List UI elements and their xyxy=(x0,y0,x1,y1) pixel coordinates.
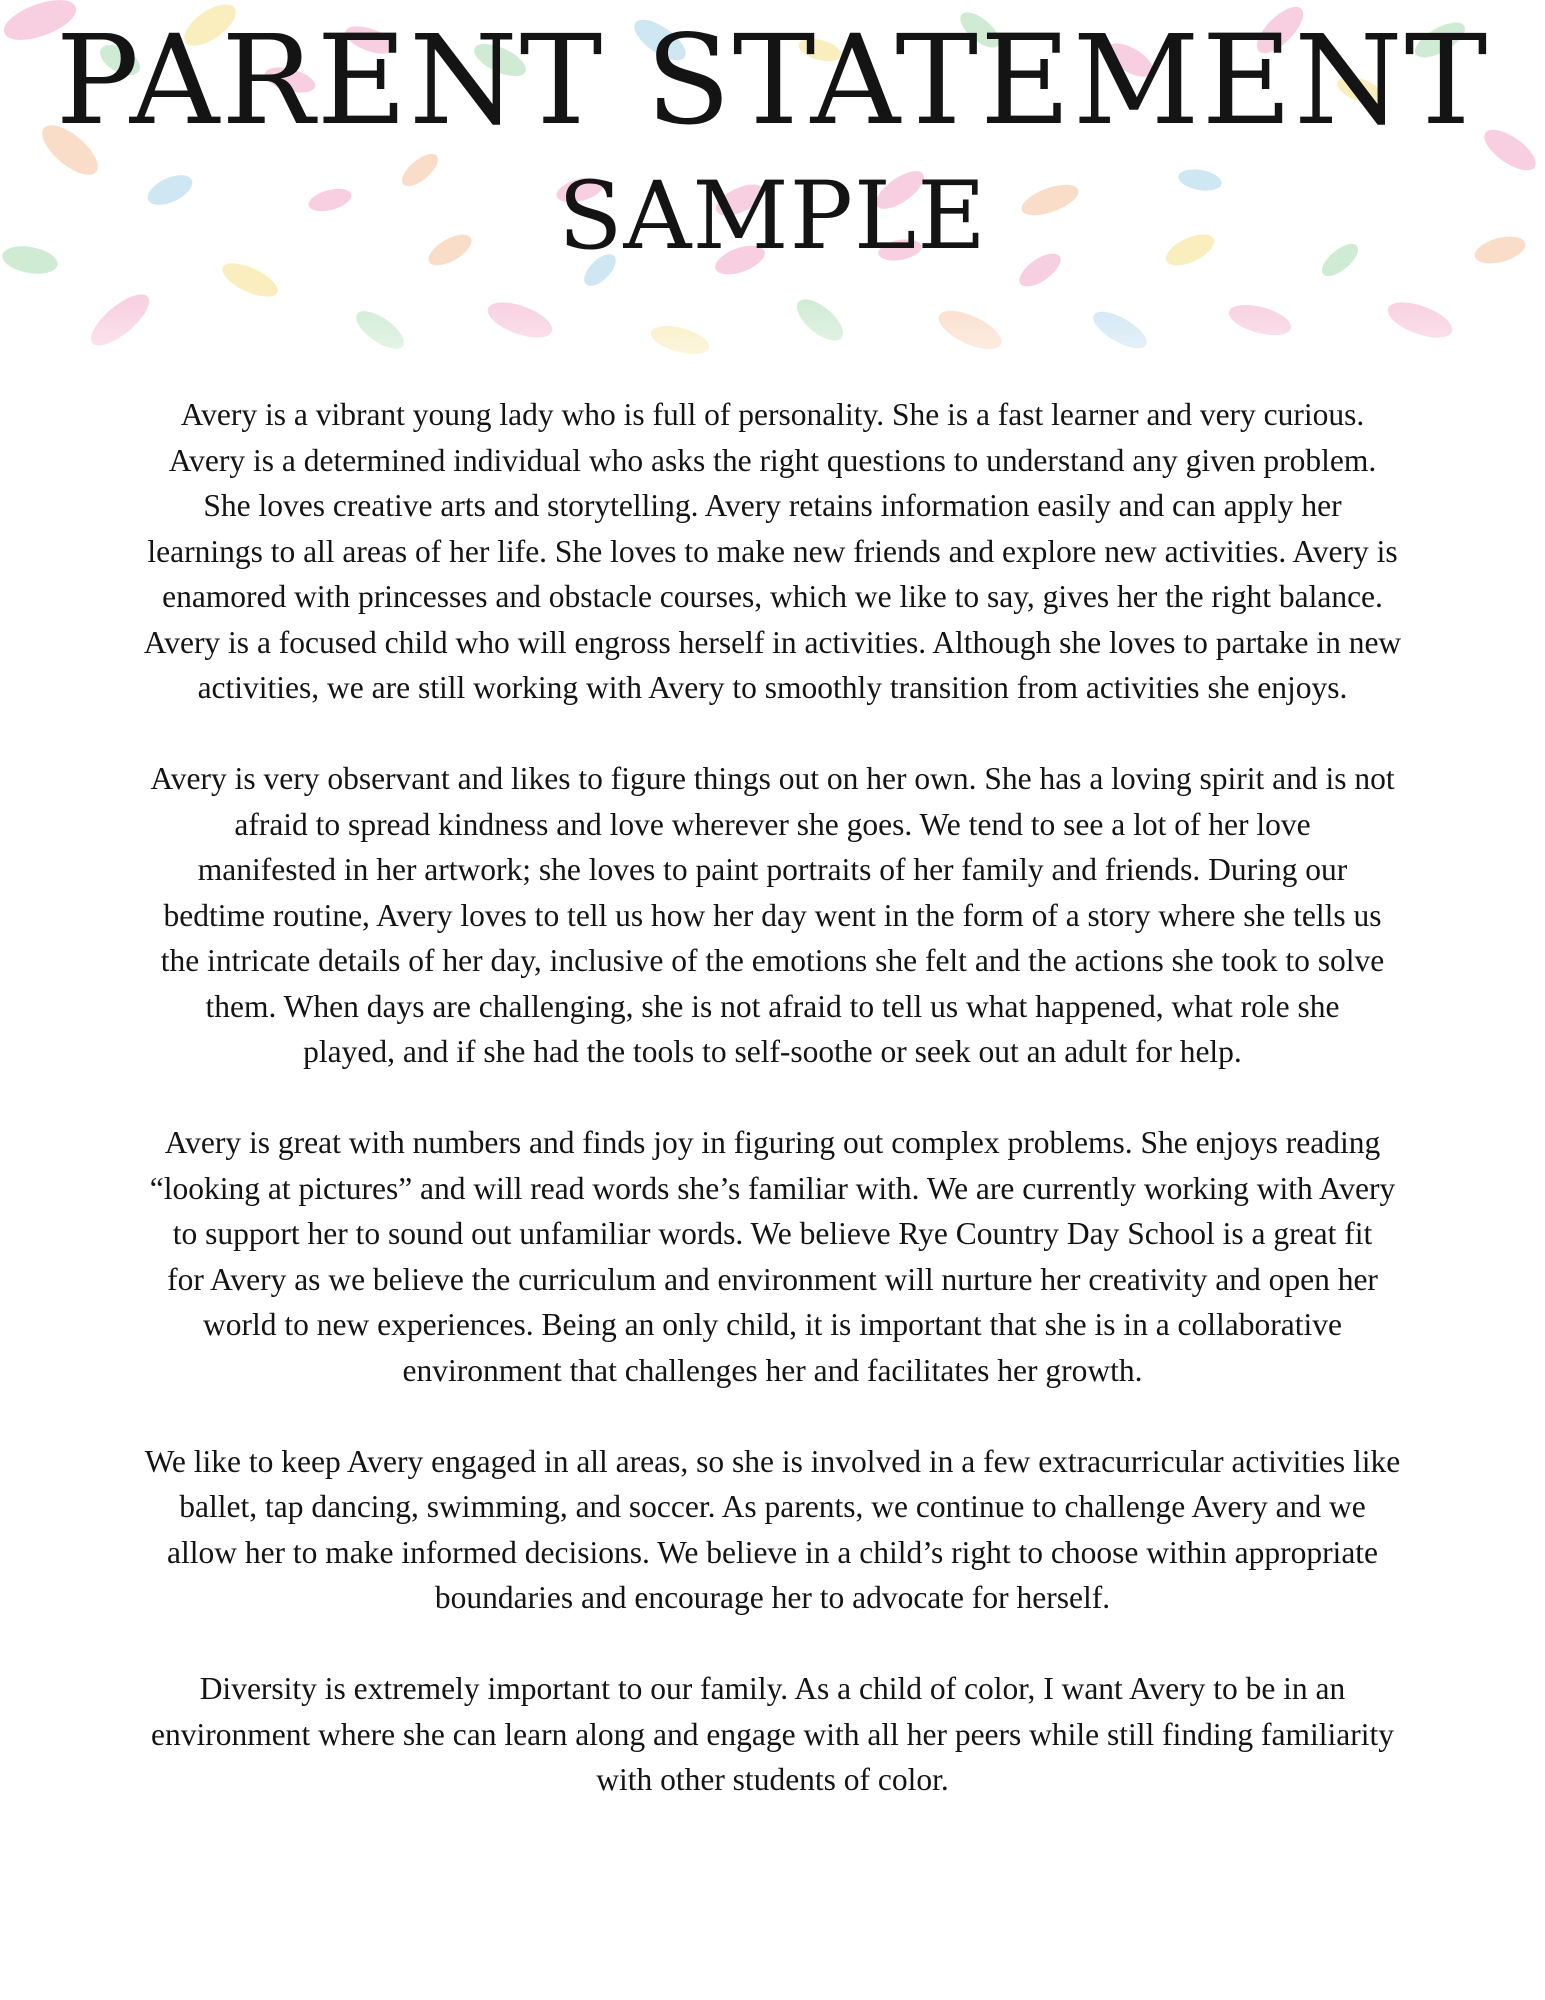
text-line: “looking at pictures” and will read words she’s familiar with. We are currently working with Avery xyxy=(149,1170,1396,1206)
statement-body xyxy=(40,392,1505,1848)
text-line: manifested in her artwork; she loves to paint portraits of her family and friends. During our xyxy=(197,852,1348,887)
text-line: Avery is a vibrant young lady who is full of personality. She is a fast learner and very curious. xyxy=(180,397,1365,432)
text-line: them. When days are challenging, she is not afraid to tell us what happened, what role she xyxy=(205,988,1340,1024)
text-line: ballet, tap dancing, swimming, and soccer. As parents, we continue to challenge Avery and we xyxy=(179,1489,1366,1524)
text-line: for Avery as we believe the curriculum and environment will nurture her creativity and open her xyxy=(167,1261,1378,1297)
header-banner xyxy=(0,0,1545,370)
text-line: Avery is a focused child who will engross herself in activities. Although she loves to partake in new xyxy=(143,624,1402,660)
text-line: environment where she can learn along and engage with all her peers while still finding familiarity xyxy=(151,1716,1394,1752)
text-line: activities, we are still working with Avery to smoothly transition from activities she enjoys. xyxy=(197,670,1348,705)
text-line: the intricate details of her day, inclusive of the emotions she felt and the actions she took to solve xyxy=(160,943,1385,978)
text-line: Avery is very observant and likes to figure things out on her own. She has a loving spirit and is not xyxy=(150,761,1395,796)
page-title: PARENT STATEMENT xyxy=(55,9,1490,153)
text-line: We like to keep Avery engaged in all areas, so she is involved in a few extracurricular activities like xyxy=(144,1443,1401,1479)
paragraph-4 xyxy=(40,1439,1505,1621)
text-line: with other students of color. xyxy=(596,1762,949,1797)
text-line: afraid to spread kindness and love wherever she goes. We tend to see a lot of her love xyxy=(234,806,1311,842)
text-line: learnings to all areas of her life. She loves to make new friends and explore new activities. Avery is xyxy=(147,533,1398,569)
text-line: She loves creative arts and storytelling. Avery retains information easily and can apply her xyxy=(203,488,1342,523)
text-line: to support her to sound out unfamiliar words. We believe Rye Country Day School is a great fit xyxy=(172,1216,1373,1251)
text-line: Avery is a determined individual who asks the right questions to understand any given problem. xyxy=(168,442,1377,478)
page-subtitle: SAMPLE xyxy=(558,162,987,271)
text-line: boundaries and encourage her to advocate for herself. xyxy=(434,1580,1111,1615)
text-line: allow her to make informed decisions. We believe in a child’s right to choose within appropriate xyxy=(166,1534,1379,1570)
paragraph-3 xyxy=(40,1120,1505,1393)
text-line: Avery is great with numbers and finds joy in figuring out complex problems. She enjoys reading xyxy=(164,1125,1381,1160)
text-line: Diversity is extremely important to our family. As a child of color, I want Avery to be in an xyxy=(199,1671,1346,1706)
paragraph-1 xyxy=(40,392,1505,711)
text-line: world to new experiences. Being an only child, it is important that she is in a collaborative xyxy=(203,1307,1342,1342)
paragraph-2 xyxy=(40,756,1505,1075)
text-line: enamored with princesses and obstacle courses, which we like to say, gives her the right balance. xyxy=(162,579,1383,614)
paragraph-5 xyxy=(40,1666,1505,1803)
text-line: environment that challenges her and facilitates her growth. xyxy=(402,1352,1143,1388)
text-line: played, and if she had the tools to self-soothe or seek out an adult for help. xyxy=(303,1034,1242,1069)
text-line: bedtime routine, Avery loves to tell us how her day went in the form of a story where she tells us xyxy=(163,897,1382,933)
